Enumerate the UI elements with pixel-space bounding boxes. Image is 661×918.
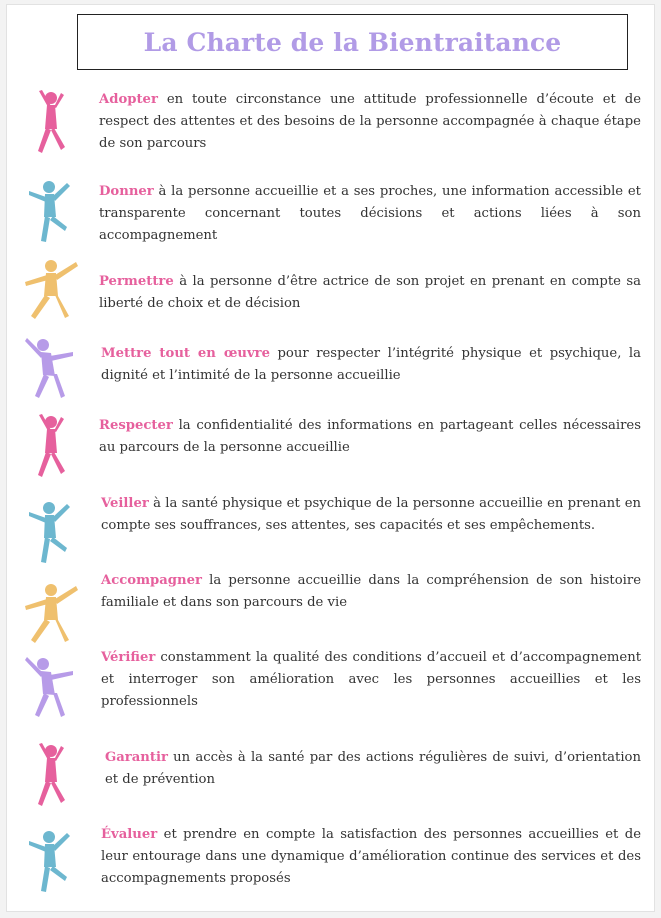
charter-item-keyword: Garantir [105,750,168,765]
charter-item-description: la personne accueillie dans la compréhension de son histoire familiale et dans son parcours de vie [101,573,641,610]
charter-item-text [101,493,641,537]
charter-item-text [105,747,641,791]
charter-item-description: la confidentialité des informations en partageant celles nécessaires au parcours de la personne accueillie [99,418,641,455]
purple-jumping-figure-icon [21,655,81,725]
charter-item-text [99,181,641,247]
charter-item-description: constamment la qualité des conditions d’accueil et d’accompagnement et interroger son amélioration avec les personnes accueillies et les professionnels [101,650,641,709]
charter-item-description: à la personne d’être actrice de son projet en prenant en compte sa liberté de choix et de décision [99,274,641,311]
charter-item-keyword: Adopter [99,92,158,107]
yellow-jumping-figure-icon [21,580,81,650]
charter-item-keyword: Accompagner [101,573,202,588]
charter-item-text [101,343,641,387]
charter-item-description: en toute circonstance une attitude professionnelle d’écoute et de respect des attentes et des besoins de la personne accompagnée à chaque étape de son parcours [99,92,641,151]
blue-jumping-figure-icon [21,829,81,899]
charter-item-text [99,271,641,315]
charter-item-text [101,570,641,614]
charter-item-keyword: Veiller [101,496,149,511]
charter-item-keyword: Donner [99,184,154,199]
charter-item-keyword: Permettre [99,274,174,289]
charter-item-description: à la personne accueillie et a ses proches, une information accessible et transparente concernant toutes décisions et actions liées à son accompagnement [99,184,641,243]
charter-item-keyword: Évaluer [101,827,158,842]
charter-item-keyword: Mettre tout en œuvre [101,346,270,361]
charter-item-text [99,415,641,459]
purple-jumping-figure-icon [21,336,81,406]
title-box [77,14,628,70]
charter-item-description: à la santé physique et psychique de la personne accueillie en prenant en compte ses souffrances, ses attentes, ses capacités et ses empêchements. [101,496,641,533]
charter-item-keyword: Vérifier [101,650,156,665]
charter-item-description: pour respecter l’intégrité physique et psychique, la dignité et l’intimité de la personne accueillie [101,346,641,383]
charter-item-description: et prendre en compte la satisfaction des personnes accueillies et de leur entourage dans une dynamique d’amélioration continue des services et des accompagnements proposés [101,827,641,886]
charter-item-text [101,824,641,890]
charter-item-text [101,647,641,713]
blue-jumping-figure-icon [21,179,81,249]
pink-jumping-figure-icon [21,89,81,159]
pink-jumping-figure-icon [21,413,81,483]
yellow-jumping-figure-icon [21,256,81,326]
blue-jumping-figure-icon [21,500,81,570]
page-title: La Charte de la Bientraitance [143,27,562,57]
charter-item-keyword: Respecter [99,418,173,433]
document-page [6,4,655,912]
charter-item-text [99,89,641,155]
pink-jumping-figure-icon [21,742,81,812]
charter-item-description: un accès à la santé par des actions régulières de suivi, d’orientation et de prévention [105,750,641,787]
